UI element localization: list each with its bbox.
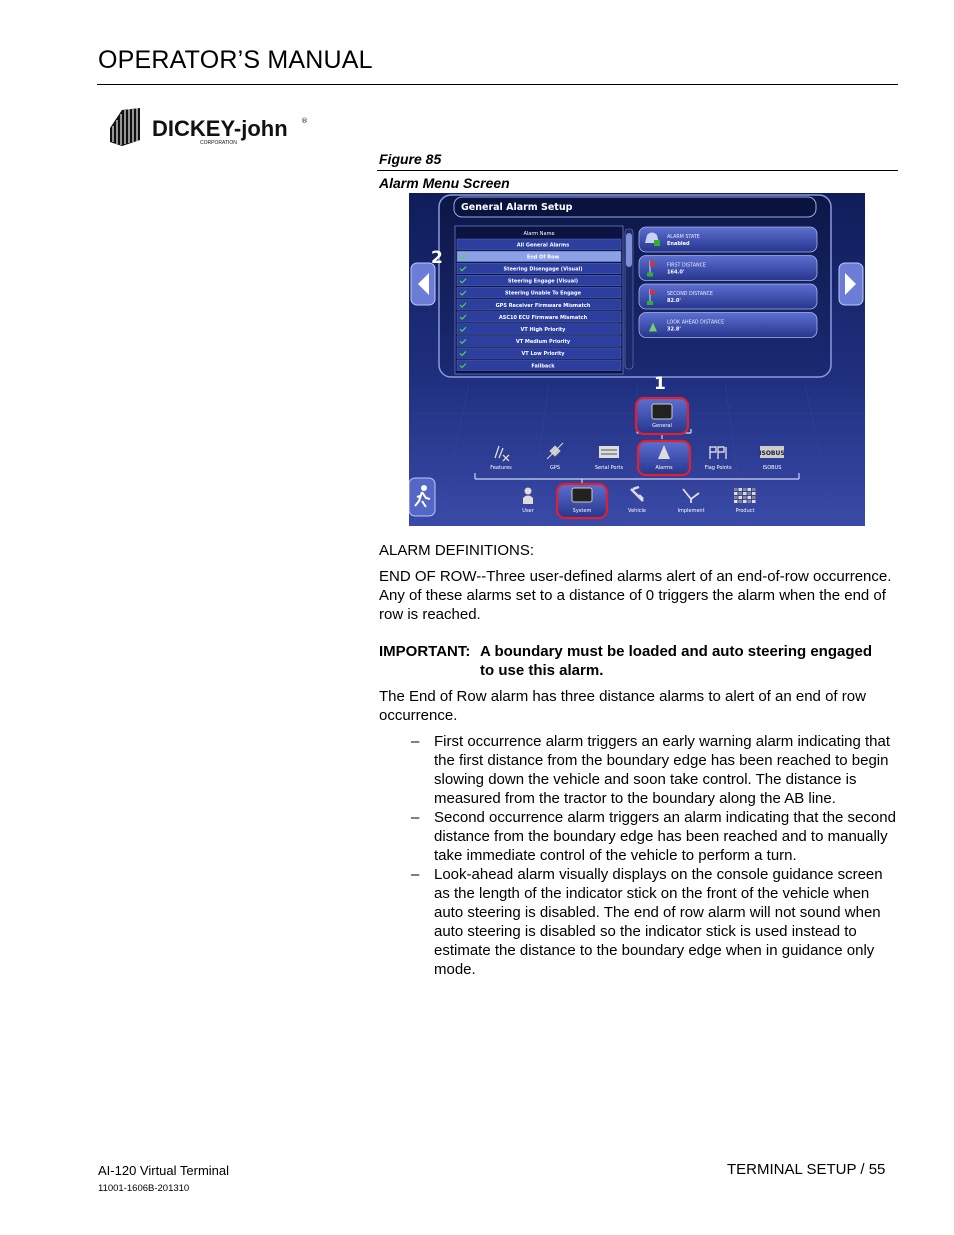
svg-text:ISOBUS: ISOBUS — [759, 450, 785, 457]
svg-text:VT Low Priority: VT Low Priority — [521, 351, 565, 358]
alarm-setting-button[interactable] — [639, 313, 817, 338]
svg-text:Serial Ports: Serial Ports — [594, 465, 624, 471]
alarm-list-item[interactable] — [457, 239, 621, 250]
setting-label: SECOND DISTANCE — [667, 292, 713, 297]
setting-label: ALARM STATE — [667, 235, 700, 240]
running-man-icon — [421, 485, 427, 491]
svg-text:Steering Engage (Visual): Steering Engage (Visual) — [507, 278, 579, 285]
footer-product: AI-120 Virtual Terminal — [98, 1163, 230, 1178]
right-arrow-button[interactable] — [839, 263, 863, 305]
alarm-setting-button[interactable] — [639, 284, 817, 309]
left-arrow-button[interactable] — [411, 263, 435, 305]
svg-text:Fallback: Fallback — [531, 363, 555, 370]
alarm-list-item[interactable] — [457, 312, 621, 323]
logo-brand-text: DICKEY-john — [152, 116, 288, 141]
general-button[interactable] — [636, 398, 688, 434]
footer-section-page: TERMINAL SETUP / 55 — [727, 1161, 886, 1178]
logo-mark-icon — [110, 108, 140, 146]
alarm-list-item[interactable] — [457, 251, 621, 262]
setting-value: 164.0' — [667, 269, 685, 276]
important-label: IMPORTANT: — [379, 643, 471, 660]
setting-value: 82.0' — [667, 298, 681, 304]
page-header-title: OPERATOR’S MANUAL — [98, 46, 373, 74]
alarm-list-item[interactable] — [457, 263, 621, 274]
setting-label: FIRST DISTANCE — [667, 263, 706, 269]
alarm-bullet-list — [411, 732, 899, 979]
figure-rule — [377, 170, 898, 171]
svg-text:Features: Features — [490, 465, 512, 471]
svg-text:ISOBUS: ISOBUS — [762, 465, 782, 471]
svg-text:Implement: Implement — [677, 508, 705, 514]
svg-text:VT High Priority: VT High Priority — [520, 327, 566, 333]
svg-text:Vehicle: Vehicle — [628, 508, 646, 514]
svg-text:Alarms: Alarms — [655, 465, 673, 471]
callout-2: 2 — [431, 248, 443, 268]
isobus-icon — [759, 446, 784, 458]
callout-1: 1 — [654, 374, 666, 394]
alarm-setting-button[interactable] — [639, 256, 817, 281]
header-rule — [97, 84, 898, 85]
setting-label: LOOK AHEAD DISTANCE — [667, 320, 725, 326]
screen-title: General Alarm Setup — [461, 202, 573, 213]
logo-registered: ® — [301, 117, 308, 125]
alarm-list-item[interactable] — [457, 324, 621, 335]
svg-text:All General Alarms: All General Alarms — [516, 242, 570, 249]
setting-value: Enabled — [667, 241, 690, 247]
definitions-heading: ALARM DEFINITIONS: — [379, 542, 535, 559]
alarm-list[interactable] — [457, 239, 621, 371]
list-item: – First occurrence alarm triggers an early warning alarm indicating that the first distance from the boundary edge has been reached to begin slowing down the vehicle and soon take control. The distance is measured from the tractor to the boundary along the AB line. — [411, 733, 891, 807]
figure-number: Figure 85 — [379, 151, 442, 167]
menu-button-alarms[interactable] — [638, 441, 690, 475]
alarm-list-item[interactable] — [457, 348, 621, 359]
system-monitor-icon — [572, 488, 592, 502]
serial-ports-icon — [599, 446, 619, 458]
svg-text:VT Medium Priority: VT Medium Priority — [515, 339, 571, 346]
svg-text:GPS: GPS — [549, 465, 561, 471]
end-of-row-paragraph-2: The End of Row alarm has three distance alarms to alert of an end of row occurrence. — [379, 688, 866, 724]
footer-doc-code: 11001-1606B-201310 — [98, 1183, 190, 1194]
alarm-list-item[interactable] — [457, 300, 621, 311]
svg-text:Flag Points: Flag Points — [704, 465, 732, 471]
svg-text:Product: Product — [735, 508, 755, 514]
monitor-icon — [652, 404, 672, 419]
setting-value: 32.8' — [667, 326, 681, 333]
list-item: – Second occurrence alarm triggers an alarm indicating that the second distance from the boundary edge has been reached and to manually take immediate control of the vehicle to perform a turn. — [411, 809, 896, 864]
svg-text:ASC10 ECU Firmware Mismatch: ASC10 ECU Firmware Mismatch — [498, 314, 588, 321]
svg-text:Steering Unable To Engage: Steering Unable To Engage — [504, 290, 582, 297]
alarm-setting-button[interactable] — [639, 227, 817, 252]
alarm-list-item[interactable] — [457, 275, 621, 286]
important-note — [379, 642, 899, 680]
svg-text:End Of Row: End Of Row — [526, 254, 560, 261]
menu-button-system[interactable] — [557, 484, 607, 518]
alarm-list-item[interactable] — [457, 287, 621, 298]
logo-sub-text: CORPORATION — [200, 140, 237, 146]
figure-caption: Alarm Menu Screen — [379, 175, 510, 191]
alarm-menu-screen — [409, 193, 865, 526]
alarm-list-item[interactable] — [457, 336, 621, 347]
dickey-john-logo — [108, 100, 308, 150]
svg-text:Steering Disengage (Visual): Steering Disengage (Visual) — [503, 266, 583, 273]
svg-text:GPS Receiver Firmware Mismatch: GPS Receiver Firmware Mismatch — [495, 302, 591, 309]
list-item: – Look-ahead alarm visually displays on the console guidance screen as the length of the indicator stick on the front of the vehicle when auto steering is disabled. The end of row alarm will not sound when auto steering is disabled so the indicator stick is used instead to estimate the distance to the boundary edge when in guidance only mode. — [411, 866, 883, 978]
exit-button[interactable] — [409, 478, 435, 516]
svg-text:System: System — [572, 508, 592, 514]
alarm-list-item[interactable] — [457, 360, 621, 371]
important-line-1: A boundary must be loaded and auto steering engaged — [480, 643, 872, 660]
alarm-list-header: Alarm Name — [523, 231, 555, 237]
svg-text:User: User — [522, 508, 534, 514]
important-line-2: to use this alarm. — [480, 662, 604, 679]
end-of-row-paragraph: END OF ROW--Three user-defined alarms alert of an end-of-row occurrence. Any of these alarms set to a distance of 0 triggers the alarm when the end of row is reached. — [379, 568, 892, 623]
svg-text:General: General — [652, 423, 672, 429]
